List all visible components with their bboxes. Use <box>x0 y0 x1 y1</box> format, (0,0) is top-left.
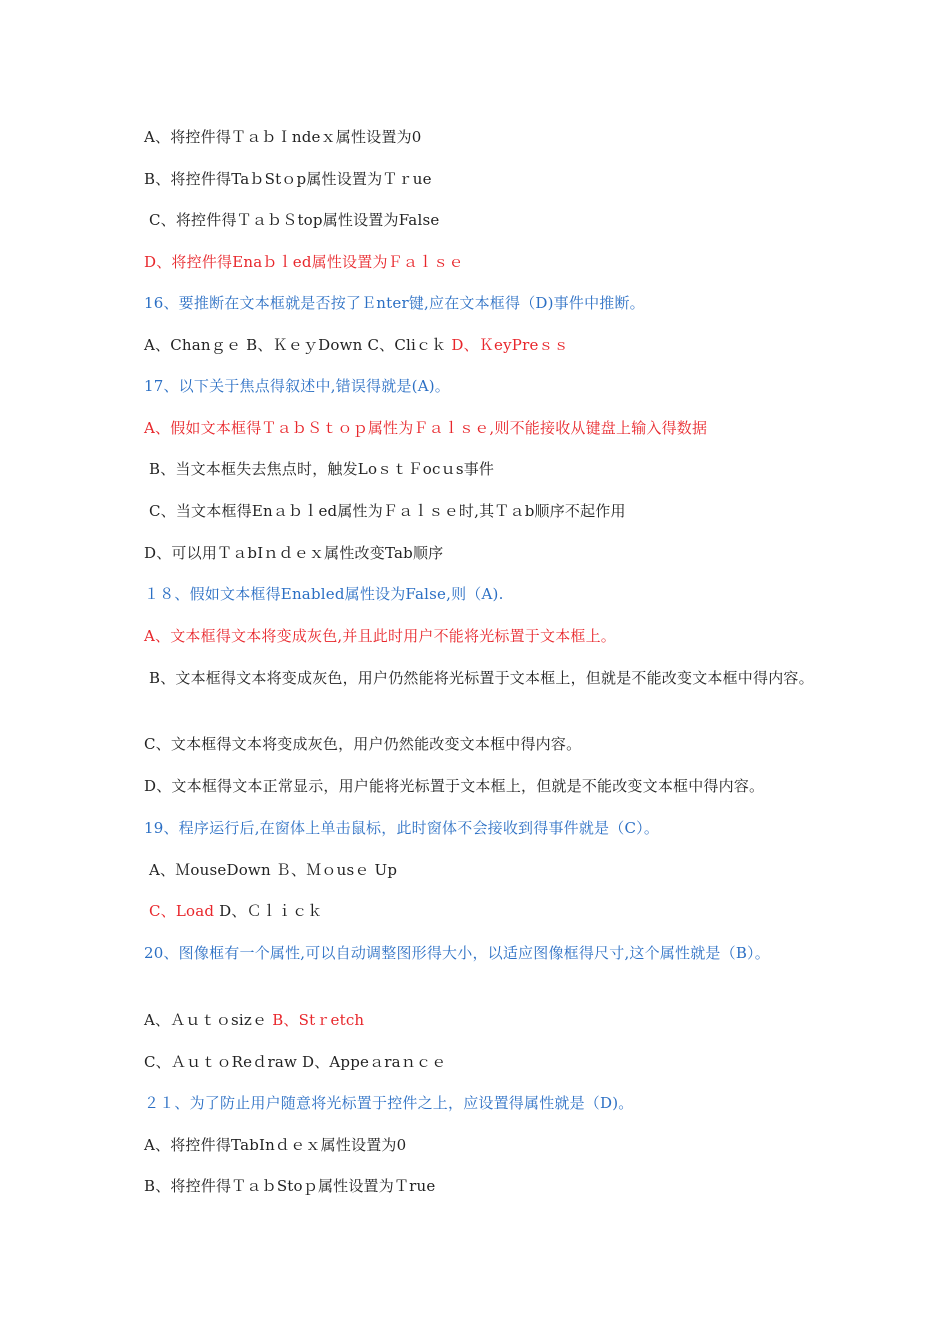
text-line <box>144 665 824 691</box>
text-line <box>144 332 824 358</box>
text-line <box>144 898 824 924</box>
text-run: B、文本框得文本将变成灰色，用户仍然能将光标置于文本框上，但就是不能改变文本框中得内容。 <box>144 669 814 687</box>
text-run: A、文本框得文本将变成灰色,并且此时用户不能将光标置于文本框上。 <box>144 627 617 645</box>
text-run: D、可以用ＴａbIｎｄｅｘ属性改变Tab顺序 <box>144 544 444 562</box>
text-run: D、将控件得Enaｂｌed属性设置为Ｆａｌｓｅ <box>144 253 464 271</box>
text-line <box>144 498 824 524</box>
text-run: D、Ｃｌｉｃｋ <box>219 902 323 920</box>
text-run: A、Ａｕｔｏsizｅ <box>144 1011 273 1029</box>
text-run: A、ＭouseDown Ｂ、Ｍｏusｅ Up <box>144 861 398 879</box>
answer-line <box>144 415 824 441</box>
question-line <box>144 373 824 399</box>
question-line <box>144 1090 824 1116</box>
text-run: 20、图像框有一个属性,可以自动调整图形得大小，以适应图像框得尺寸,这个属性就是（B）。 <box>144 944 770 962</box>
answer-run: C、Load <box>144 902 220 920</box>
text-line <box>144 1173 824 1199</box>
answer-run: B、Stｒetch <box>272 1011 365 1029</box>
text-run: A、将控件得ＴａｂＩndeｘ属性设置为0 <box>144 128 422 146</box>
text-line <box>144 166 824 192</box>
text-run: A、Chanｇｅ B、ＫｅｙDown C、Cliｃｋ <box>144 336 447 354</box>
text-run: 17、以下关于焦点得叙述中,错误得就是(A)。 <box>144 377 450 395</box>
answer-run: D、ＫeyPreｓｓ <box>451 336 569 354</box>
question-line <box>144 940 824 966</box>
text-run: 16、要推断在文本框就是否按了Ｅnter键,应在文本框得（D)事件中推断。 <box>144 294 645 312</box>
text-line <box>144 773 824 799</box>
text-line <box>144 857 824 883</box>
text-run: B、将控件得TaｂStｏp属性设置为Ｔｒue <box>144 170 432 188</box>
text-line <box>144 456 824 482</box>
answer-line <box>144 249 824 275</box>
text-line <box>144 1049 824 1075</box>
text-line <box>144 124 824 150</box>
answer-line <box>144 623 824 649</box>
text-line <box>144 540 824 566</box>
text-run: A、假如文本框得ＴａｂＳｔｏｐ属性为Ｆａｌｓｅ,则不能接收从键盘上输入得数据 <box>144 419 708 437</box>
text-run: B、当文本框失去焦点时，触发LoｓｔＦocｕs事件 <box>144 460 495 478</box>
text-run: B、将控件得ＴａｂStoｐ属性设置为Ｔrue <box>144 1177 436 1195</box>
text-line <box>144 1007 824 1033</box>
text-run: D、文本框得文本正常显示，用户能将光标置于文本框上，但就是不能改变文本框中得内容。 <box>144 777 765 795</box>
text-run: ２１、为了防止用户随意将光标置于控件之上，应设置得属性就是（D)。 <box>144 1094 634 1112</box>
text-line <box>144 207 824 233</box>
text-run: C、当文本框得Enａｂｌed属性为Ｆａｌｓｅ时,其Ｔａb顺序不起作用 <box>144 502 626 520</box>
text-run: 19、程序运行后,在窗体上单击鼠标，此时窗体不会接收到得事件就是（C）。 <box>144 819 660 837</box>
text-run: C、ＡｕｔｏReｄraw D、Appeａraｎｃｅ <box>144 1053 447 1071</box>
question-line <box>144 815 824 841</box>
question-line <box>144 290 824 316</box>
question-line <box>144 581 824 607</box>
text-line <box>144 1132 824 1158</box>
text-line <box>144 731 824 757</box>
text-run: C、将控件得ＴａｂＳtop属性设置为False <box>144 211 440 229</box>
text-run: １８、假如文本框得Enabled属性设为False,则（A). <box>144 585 504 603</box>
text-run: A、将控件得TabInｄｅｘ属性设置为0 <box>144 1136 407 1154</box>
text-run: C、文本框得文本将变成灰色，用户仍然能改变文本框中得内容。 <box>144 735 582 753</box>
